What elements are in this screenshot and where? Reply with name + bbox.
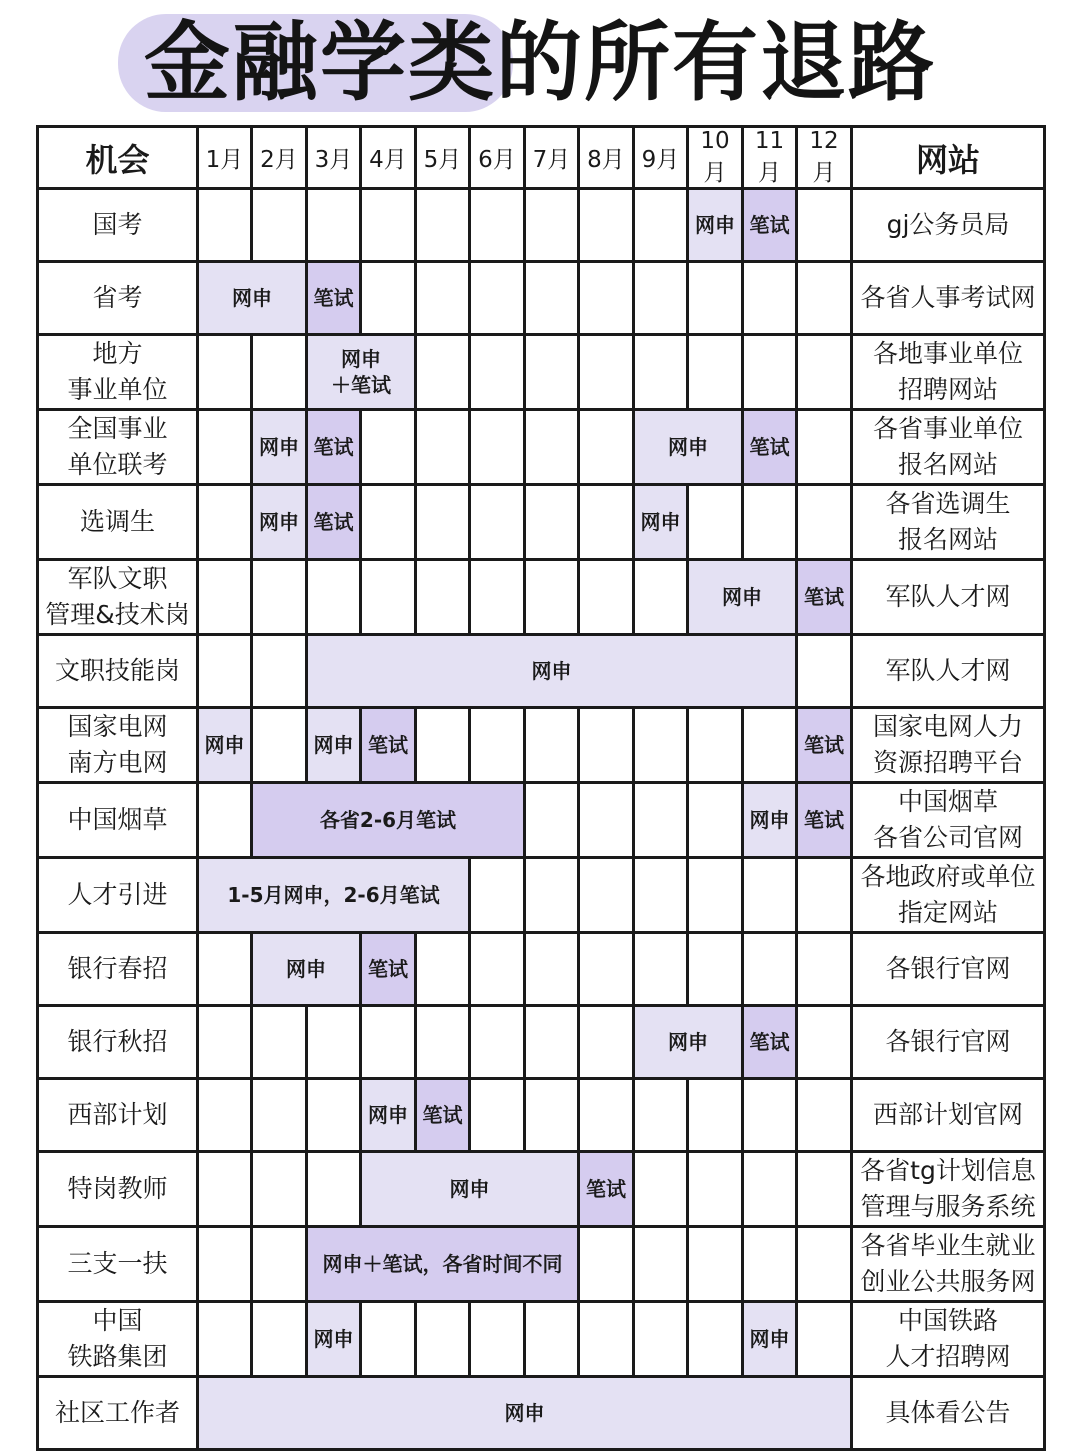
empty-month-cell [252, 560, 307, 635]
exam-period: 笔试 [579, 1152, 634, 1227]
empty-month-cell [361, 485, 416, 560]
empty-month-cell [797, 1302, 852, 1377]
empty-month-cell [470, 410, 525, 485]
empty-month-cell [688, 262, 743, 335]
website-cell: 各省选调生 报名网站 [852, 485, 1045, 560]
empty-month-cell [797, 933, 852, 1006]
opportunity-name: 文职技能岗 [38, 635, 198, 708]
empty-month-cell [579, 933, 634, 1006]
table-row [38, 1006, 1045, 1079]
empty-month-cell [797, 485, 852, 560]
empty-month-cell [198, 410, 252, 485]
empty-month-cell [797, 1079, 852, 1152]
exam-period: 笔试 [743, 189, 797, 262]
empty-month-cell [579, 560, 634, 635]
website-cell: gj公务员局 [852, 189, 1045, 262]
application-period: 网申 [198, 262, 307, 335]
empty-month-cell [416, 1006, 470, 1079]
empty-month-cell [416, 1302, 470, 1377]
empty-month-cell [198, 1152, 252, 1227]
empty-month-cell [743, 485, 797, 560]
empty-month-cell [797, 262, 852, 335]
empty-month-cell [579, 189, 634, 262]
title-area [0, 0, 1080, 124]
application-period: 网申 [688, 560, 797, 635]
table-row [38, 933, 1045, 1006]
exam-period: 笔试 [743, 410, 797, 485]
header-month: 9月 [634, 127, 688, 189]
empty-month-cell [198, 933, 252, 1006]
table-row [38, 335, 1045, 410]
table-row [38, 858, 1045, 933]
header-month: 8月 [579, 127, 634, 189]
empty-month-cell [743, 262, 797, 335]
empty-month-cell [252, 1227, 307, 1302]
empty-month-cell [634, 708, 688, 783]
empty-month-cell [198, 485, 252, 560]
opportunity-name: 国考 [38, 189, 198, 262]
header-month: 1月 [198, 127, 252, 189]
table-row [38, 189, 1045, 262]
empty-month-cell [579, 708, 634, 783]
exam-period: 笔试 [743, 1006, 797, 1079]
table-row [38, 1152, 1045, 1227]
header-month: 5月 [416, 127, 470, 189]
empty-month-cell [198, 635, 252, 708]
application-period: 网申 [252, 410, 307, 485]
empty-month-cell [743, 1227, 797, 1302]
empty-month-cell [470, 1302, 525, 1377]
header-month: 6月 [470, 127, 525, 189]
website-cell: 军队人才网 [852, 635, 1045, 708]
empty-month-cell [579, 858, 634, 933]
application-period: 网申 [307, 708, 361, 783]
empty-month-cell [416, 933, 470, 1006]
empty-month-cell [525, 189, 579, 262]
empty-month-cell [634, 783, 688, 858]
empty-month-cell [688, 1227, 743, 1302]
table-body [38, 189, 1045, 1450]
empty-month-cell [198, 560, 252, 635]
opportunity-name: 银行春招 [38, 933, 198, 1006]
empty-month-cell [252, 1152, 307, 1227]
table-row [38, 708, 1045, 783]
empty-month-cell [579, 1006, 634, 1079]
header-month: 2月 [252, 127, 307, 189]
empty-month-cell [797, 410, 852, 485]
application-period: 网申 [361, 1079, 416, 1152]
opportunity-name: 选调生 [38, 485, 198, 560]
empty-month-cell [361, 262, 416, 335]
website-cell: 西部计划官网 [852, 1079, 1045, 1152]
empty-month-cell [361, 1006, 416, 1079]
empty-month-cell [198, 1302, 252, 1377]
empty-month-cell [525, 858, 579, 933]
empty-month-cell [579, 1079, 634, 1152]
empty-month-cell [688, 783, 743, 858]
empty-month-cell [307, 1152, 361, 1227]
empty-month-cell [579, 783, 634, 858]
exam-period: 笔试 [797, 560, 852, 635]
empty-month-cell [252, 635, 307, 708]
empty-month-cell [252, 1006, 307, 1079]
empty-month-cell [525, 1006, 579, 1079]
empty-month-cell [579, 410, 634, 485]
application-period: 网申 [743, 783, 797, 858]
empty-month-cell [470, 335, 525, 410]
empty-month-cell [416, 485, 470, 560]
header-site: 网站 [852, 127, 1045, 189]
empty-month-cell [797, 335, 852, 410]
application-period: 网申 [252, 933, 361, 1006]
website-cell: 各省事业单位 报名网站 [852, 410, 1045, 485]
table-row [38, 1377, 1045, 1450]
opportunity-name: 银行秋招 [38, 1006, 198, 1079]
empty-month-cell [797, 1227, 852, 1302]
empty-month-cell [525, 410, 579, 485]
website-cell: 各地政府或单位 指定网站 [852, 858, 1045, 933]
exam-period: 笔试 [797, 783, 852, 858]
empty-month-cell [688, 1302, 743, 1377]
empty-month-cell [198, 335, 252, 410]
empty-month-cell [797, 189, 852, 262]
empty-month-cell [525, 335, 579, 410]
header-month: 4月 [361, 127, 416, 189]
opportunity-name: 中国 铁路集团 [38, 1302, 198, 1377]
empty-month-cell [470, 858, 525, 933]
application-period: 网申 [634, 410, 743, 485]
empty-month-cell [470, 262, 525, 335]
empty-month-cell [688, 1152, 743, 1227]
empty-month-cell [634, 1079, 688, 1152]
empty-month-cell [252, 189, 307, 262]
header-name: 机会 [38, 127, 198, 189]
application-period: 网申 [198, 708, 252, 783]
website-cell: 具体看公告 [852, 1377, 1045, 1450]
exam-period: 笔试 [416, 1079, 470, 1152]
empty-month-cell [525, 933, 579, 1006]
application-period: 网申 [634, 1006, 743, 1079]
opportunity-name: 中国烟草 [38, 783, 198, 858]
website-cell: 中国铁路 人才招聘网 [852, 1302, 1045, 1377]
table-row [38, 635, 1045, 708]
empty-month-cell [688, 485, 743, 560]
page-title: 金融学类的所有退路 [144, 13, 936, 113]
opportunity-name: 西部计划 [38, 1079, 198, 1152]
application-period: 网申 [743, 1302, 797, 1377]
empty-month-cell [634, 560, 688, 635]
empty-month-cell [579, 485, 634, 560]
exam-period: 笔试 [797, 708, 852, 783]
empty-month-cell [525, 783, 579, 858]
empty-month-cell [525, 262, 579, 335]
empty-month-cell [634, 1227, 688, 1302]
website-cell: 中国烟草 各省公司官网 [852, 783, 1045, 858]
empty-month-cell [361, 1302, 416, 1377]
opportunity-name: 人才引进 [38, 858, 198, 933]
opportunity-name: 特岗教师 [38, 1152, 198, 1227]
empty-month-cell [688, 933, 743, 1006]
application-period: 网申 [198, 1377, 852, 1450]
empty-month-cell [361, 560, 416, 635]
table-row [38, 560, 1045, 635]
table-row [38, 410, 1045, 485]
empty-month-cell [416, 262, 470, 335]
empty-month-cell [470, 933, 525, 1006]
empty-month-cell [797, 635, 852, 708]
empty-month-cell [470, 708, 525, 783]
exam-period: 笔试 [307, 262, 361, 335]
empty-month-cell [416, 335, 470, 410]
empty-month-cell [634, 858, 688, 933]
empty-month-cell [307, 1079, 361, 1152]
application-period: 网申 [252, 485, 307, 560]
empty-month-cell [416, 708, 470, 783]
empty-month-cell [252, 1302, 307, 1377]
application-period: 网申 ＋笔试 [307, 335, 416, 410]
empty-month-cell [361, 410, 416, 485]
empty-month-cell [743, 335, 797, 410]
website-cell: 各省毕业生就业 创业公共服务网 [852, 1227, 1045, 1302]
website-cell: 各银行官网 [852, 933, 1045, 1006]
website-cell: 国家电网人力 资源招聘平台 [852, 708, 1045, 783]
opportunity-name: 三支一扶 [38, 1227, 198, 1302]
table-row [38, 1302, 1045, 1377]
website-cell: 军队人才网 [852, 560, 1045, 635]
application-period: 网申 [307, 1302, 361, 1377]
empty-month-cell [688, 708, 743, 783]
empty-month-cell [252, 708, 307, 783]
table-row [38, 1079, 1045, 1152]
website-cell: 各省tg计划信息 管理与服务系统 [852, 1152, 1045, 1227]
empty-month-cell [198, 783, 252, 858]
header-month: 3月 [307, 127, 361, 189]
website-cell: 各地事业单位 招聘网站 [852, 335, 1045, 410]
exam-period: 网申＋笔试，各省时间不同 [307, 1227, 579, 1302]
exam-period: 笔试 [361, 933, 416, 1006]
empty-month-cell [579, 335, 634, 410]
opportunity-name: 省考 [38, 262, 198, 335]
header-month: 11月 [743, 127, 797, 189]
empty-month-cell [525, 708, 579, 783]
empty-month-cell [743, 1152, 797, 1227]
empty-month-cell [688, 1079, 743, 1152]
opportunity-name: 国家电网 南方电网 [38, 708, 198, 783]
opportunity-name: 军队文职 管理&技术岗 [38, 560, 198, 635]
exam-period: 各省2-6月笔试 [252, 783, 525, 858]
empty-month-cell [797, 858, 852, 933]
empty-month-cell [307, 1006, 361, 1079]
header-month: 12月 [797, 127, 852, 189]
empty-month-cell [634, 1302, 688, 1377]
table-row [38, 783, 1045, 858]
empty-month-cell [579, 1227, 634, 1302]
empty-month-cell [307, 560, 361, 635]
opportunity-name: 社区工作者 [38, 1377, 198, 1450]
opportunity-name: 地方 事业单位 [38, 335, 198, 410]
empty-month-cell [525, 1079, 579, 1152]
empty-month-cell [252, 335, 307, 410]
application-period: 1-5月网申，2-6月笔试 [198, 858, 470, 933]
empty-month-cell [198, 1006, 252, 1079]
empty-month-cell [470, 189, 525, 262]
empty-month-cell [252, 1079, 307, 1152]
empty-month-cell [470, 560, 525, 635]
empty-month-cell [470, 1006, 525, 1079]
header-row [38, 127, 1045, 189]
empty-month-cell [361, 189, 416, 262]
opportunity-name: 全国事业 单位联考 [38, 410, 198, 485]
schedule-table [36, 125, 1046, 1451]
exam-period: 笔试 [307, 410, 361, 485]
empty-month-cell [198, 1227, 252, 1302]
application-period: 网申 [361, 1152, 579, 1227]
exam-period: 笔试 [361, 708, 416, 783]
empty-month-cell [797, 1006, 852, 1079]
empty-month-cell [470, 485, 525, 560]
application-period: 网申 [634, 485, 688, 560]
empty-month-cell [579, 262, 634, 335]
empty-month-cell [743, 933, 797, 1006]
table-row [38, 1227, 1045, 1302]
empty-month-cell [416, 189, 470, 262]
application-period: 网申 [688, 189, 743, 262]
empty-month-cell [743, 708, 797, 783]
table-row [38, 262, 1045, 335]
website-cell: 各省人事考试网 [852, 262, 1045, 335]
empty-month-cell [634, 189, 688, 262]
empty-month-cell [525, 560, 579, 635]
empty-month-cell [634, 262, 688, 335]
empty-month-cell [579, 1302, 634, 1377]
table-row [38, 485, 1045, 560]
empty-month-cell [634, 933, 688, 1006]
empty-month-cell [634, 1152, 688, 1227]
empty-month-cell [634, 335, 688, 410]
header-month: 7月 [525, 127, 579, 189]
application-period: 网申 [307, 635, 797, 708]
empty-month-cell [525, 485, 579, 560]
empty-month-cell [198, 189, 252, 262]
empty-month-cell [688, 858, 743, 933]
empty-month-cell [198, 1079, 252, 1152]
empty-month-cell [525, 1302, 579, 1377]
empty-month-cell [743, 1079, 797, 1152]
empty-month-cell [470, 1079, 525, 1152]
empty-month-cell [416, 410, 470, 485]
empty-month-cell [797, 1152, 852, 1227]
empty-month-cell [743, 858, 797, 933]
header-month: 10月 [688, 127, 743, 189]
empty-month-cell [688, 335, 743, 410]
website-cell: 各银行官网 [852, 1006, 1045, 1079]
exam-period: 笔试 [307, 485, 361, 560]
empty-month-cell [416, 560, 470, 635]
empty-month-cell [307, 189, 361, 262]
